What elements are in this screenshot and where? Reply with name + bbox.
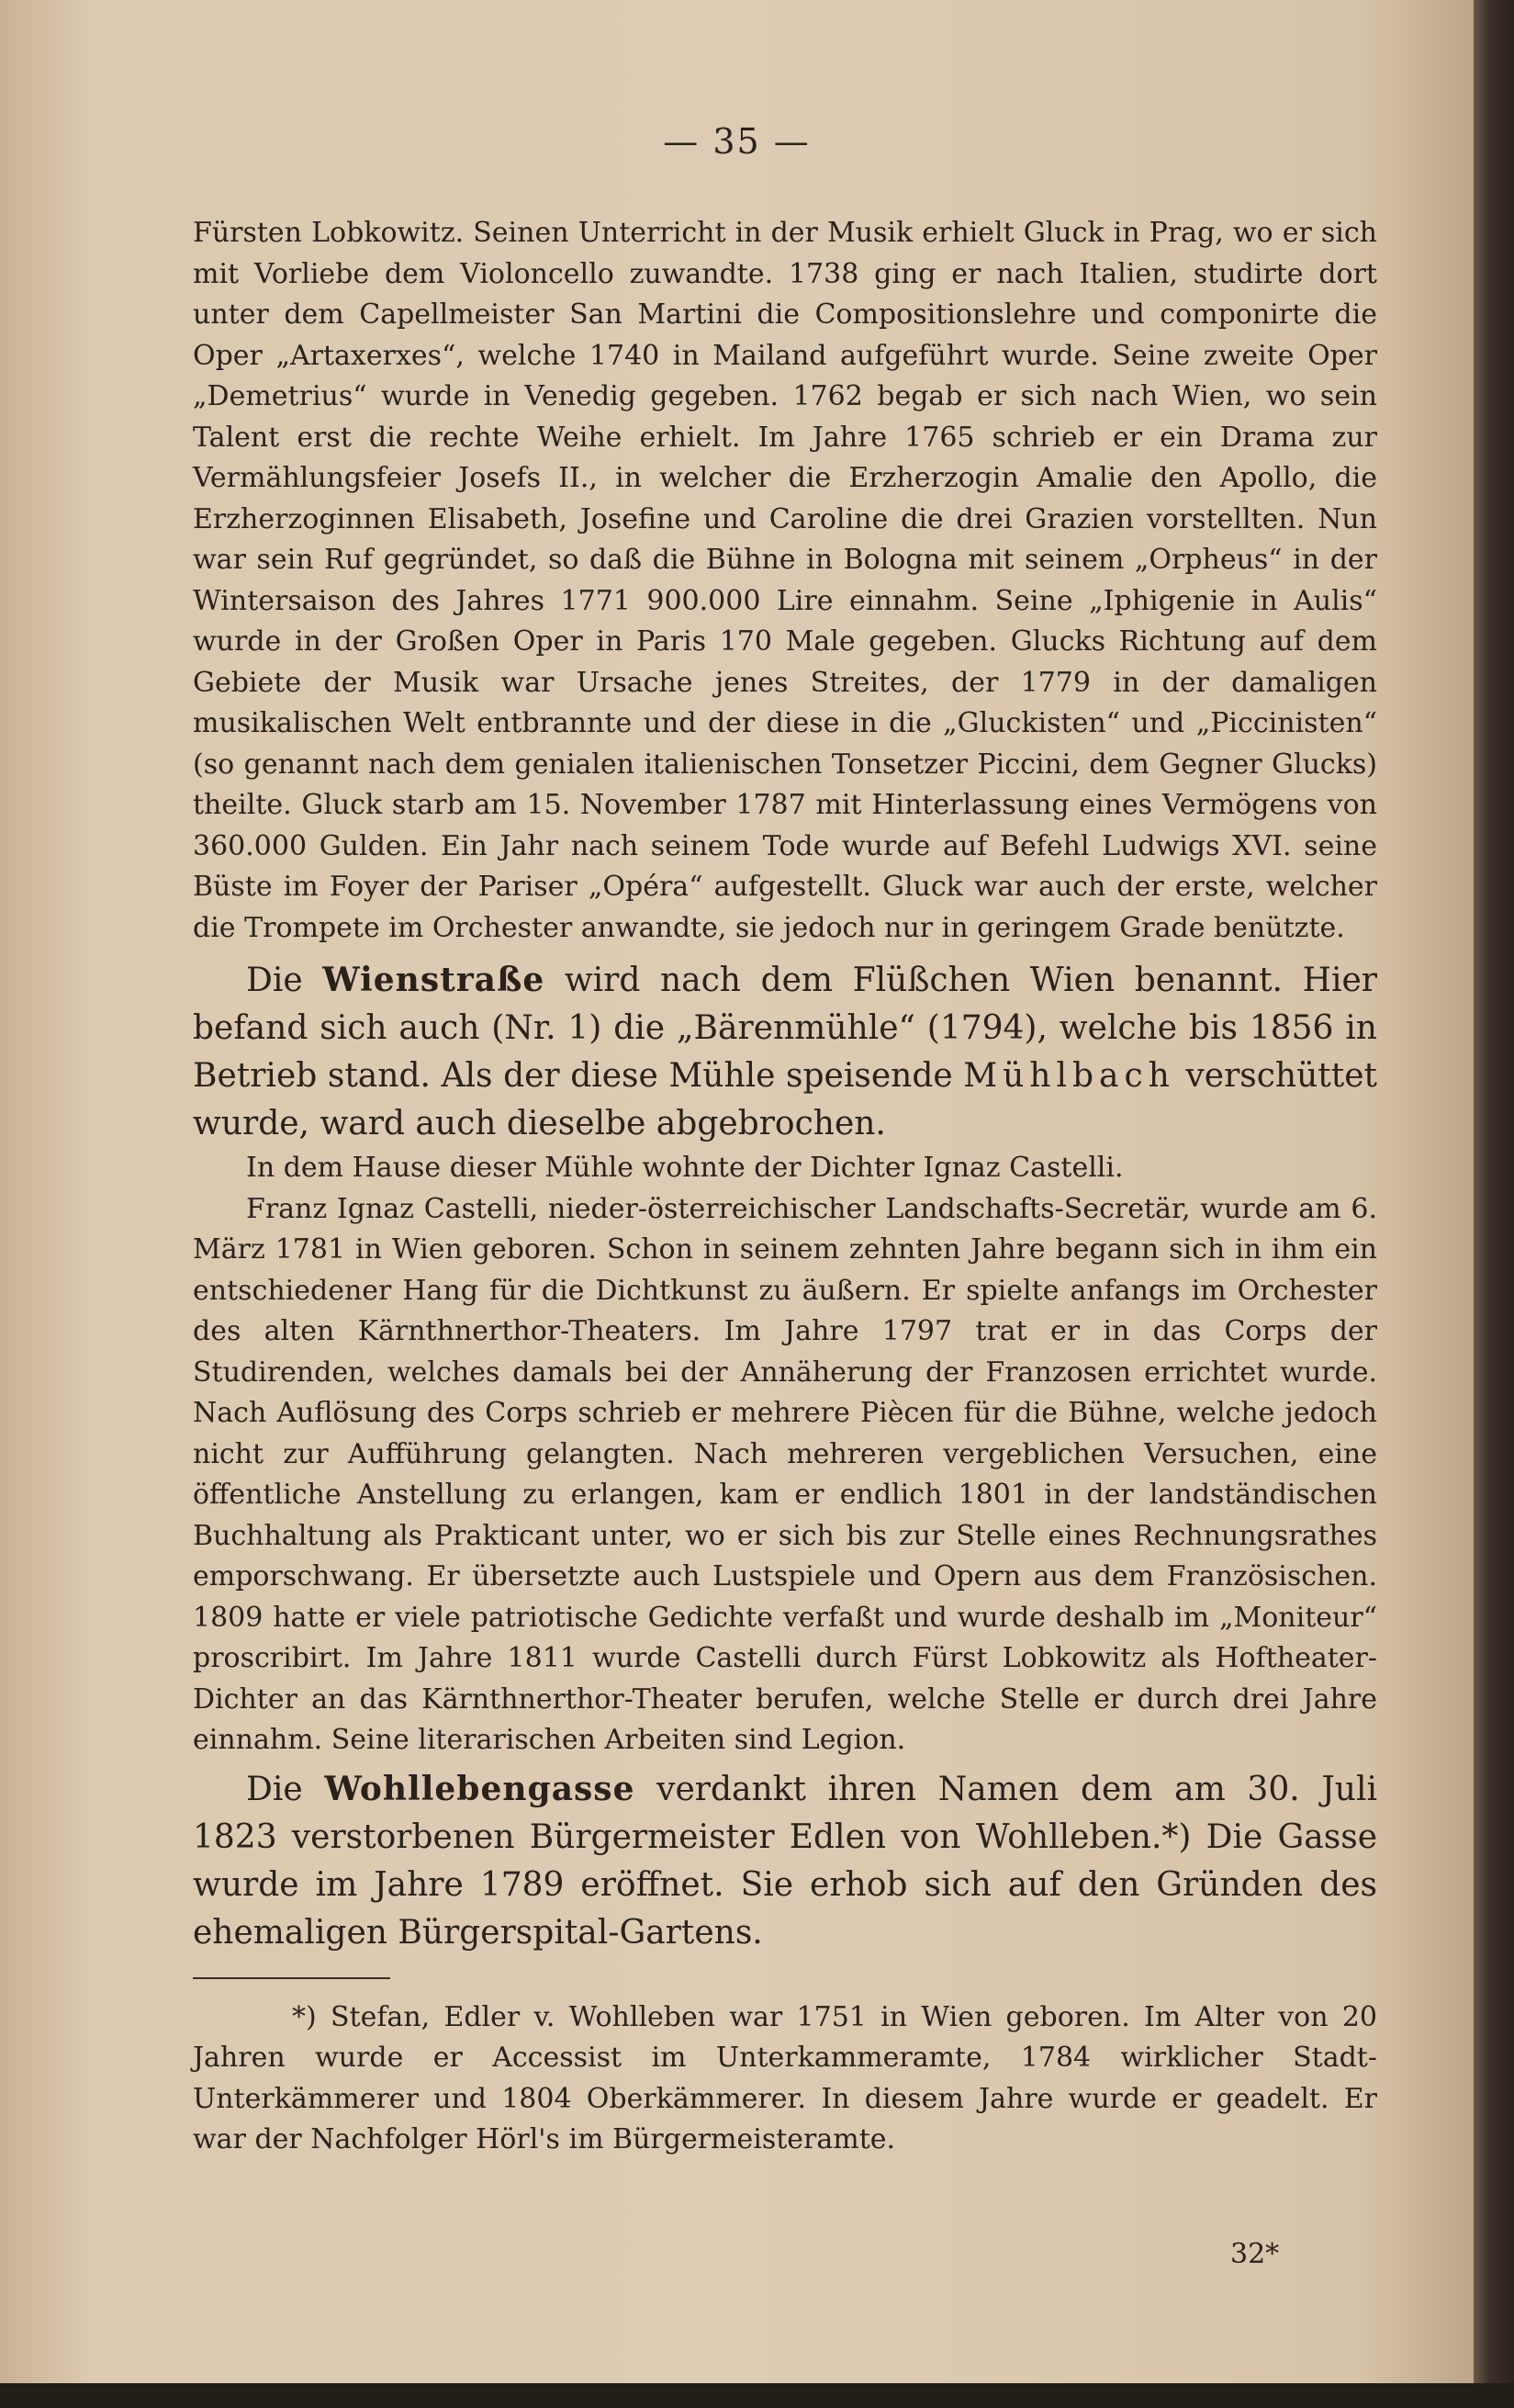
page-edge-shadow — [1474, 0, 1514, 2408]
footnote-divider — [193, 1977, 390, 1979]
page-number: — 35 — — [663, 121, 811, 162]
street-name-wienstrasse: Wienstraße — [322, 961, 545, 999]
paragraph-castelli-bio: Franz Ignaz Castelli, nieder-österreichischer Landschafts-Secretär, wurde am 6. März 1781 in Wien geboren. Schon in seinem zehnten Jahre begann sich in ihm ein entschiedener Hang für die Dichtkunst zu äußern. Er spielte anfangs im Orchester des alten Kärnthnerthor-Theaters. Im Jahre 1797 trat er in das Corps der Studirenden, welches damals bei der Annäherung der Franzosen errichtet wurde. Nach Auflösung des Corps schrieb er mehrere Piècen für die Bühne, welche jedoch nicht zur Aufführung gelangten. Nach mehreren vergeblichen Versuchen, eine öffentliche Anstellung zu erlangen, kam er endlich 1801 in der landständischen Buchhaltung als Prakticant unter, wo er sich bis zur Stelle eines Rechnungsrathes emporschwang. Er übersetzte auch Lustspiele und Opern aus dem Französischen. 1809 hatte er viele patriotische Gedichte verfaßt und wurde deshalb im „Moniteur“ proscribirt. Im Jahre 1811 wurde Castelli durch Fürst Lobkowitz als Hoftheater-Dichter an das Kärnthnerthor-Theater berufen, welche Stelle er durch drei Jahre einnahm. Seine literarischen Arbeiten sind Legion. — [193, 1192, 1377, 1756]
wienstrasse-lead: Die — [246, 962, 323, 999]
wienstrasse-text-2: verschüttet wurde, ward auch dieselbe abgebrochen. — [193, 1057, 1377, 1142]
page-content — [193, 213, 1377, 2161]
footnote: *) Stefan, Edler v. Wohlleben war 1751 in Wien geboren. Im Alter von 20 Jahren wurde er Accessist im Unterkammeramte, 1784 wirklicher Stadt-Unterkämmerer und 1804 Oberkämmerer. In diesem Jahre wurde er geadelt. Er war der Nachfolger Hörl's im Bürgermeisteramte. — [193, 2000, 1377, 2155]
scan-bottom-border — [0, 2383, 1514, 2408]
wohllebengasse-text: verdankt ihren Namen dem am 30. Juli 1823 verstorbenen Bürgermeister Edlen von Wohlleben.*) Die Gasse wurde im Jahre 1789 eröffnet. Sie erhob sich auf den Gründen des ehemaligen Bürgerspital-Gartens. — [193, 1770, 1377, 1952]
muehlbach-spaced: Mühlbach — [963, 1057, 1175, 1095]
paragraph-gluck: Fürsten Lobkowitz. Seinen Unterricht in der Musik erhielt Gluck in Prag, wo er sich mit Vorliebe dem Violoncello zuwandte. 1738 ging er nach Italien, studirte dort unter dem Capellmeister San Martini die Compositionslehre und componirte die Oper „Artaxerxes“, welche 1740 in Mailand aufgeführt wurde. Seine zweite Oper „Demetrius“ wurde in Venedig gegeben. 1762 begab er sich nach Wien, wo sein Talent erst die rechte Weihe erhielt. Im Jahre 1765 schrieb er ein Drama zur Vermählungsfeier Josefs II., in welcher die Erzherzogin Amalie den Apollo, die Erzherzoginnen Elisabeth, Josefine und Caroline die drei Grazien vorstellten. Nun war sein Ruf gegründet, so daß die Bühne in Bologna mit seinem „Orpheus“ in der Wintersaison des Jahres 1771 900.000 Lire einnahm. Seine „Iphigenie in Aulis“ wurde in der Großen Oper in Paris 170 Male gegeben. Glucks Richtung auf dem Gebiete der Musik war Ursache jenes Streites, der 1779 in der damaligen musikalischen Welt entbrannte und der diese in die „Gluckisten“ und „Piccinisten“ (so genannt nach dem genialen italienischen Tonsetzer Piccini, dem Gegner Glucks) theilte. Gluck starb am 15. November 1787 mit Hinterlassung eines Vermögens von 360.000 Gulden. Ein Jahr nach seinem Tode wurde auf Befehl Ludwigs XVI. seine Büste im Foyer der Pariser „Opéra“ aufgestellt. Gluck war auch der erste, welcher die Trompete im Orchester anwandte, sie jedoch nur in geringem Grade benützte. — [193, 217, 1377, 944]
paragraph-wienstrasse — [193, 956, 1377, 1148]
wohllebengasse-lead: Die — [246, 1770, 325, 1808]
paragraph-wohllebengasse — [193, 1765, 1377, 1957]
street-name-wohllebengasse: Wohllebengasse — [324, 1769, 635, 1808]
paragraph-castelli-intro: In dem Hause dieser Mühle wohnte der Dichter Ignaz Castelli. — [246, 1152, 1124, 1184]
wienstrasse-text-1: wird nach dem Flüßchen Wien benannt. Hier befand sich auch (Nr. 1) die „Bärenmühle“ (1794), welche bis 1856 in Betrieb stand. Als der diese Mühle speisende — [193, 962, 1377, 1095]
signature-mark: 32* — [1230, 2238, 1280, 2270]
